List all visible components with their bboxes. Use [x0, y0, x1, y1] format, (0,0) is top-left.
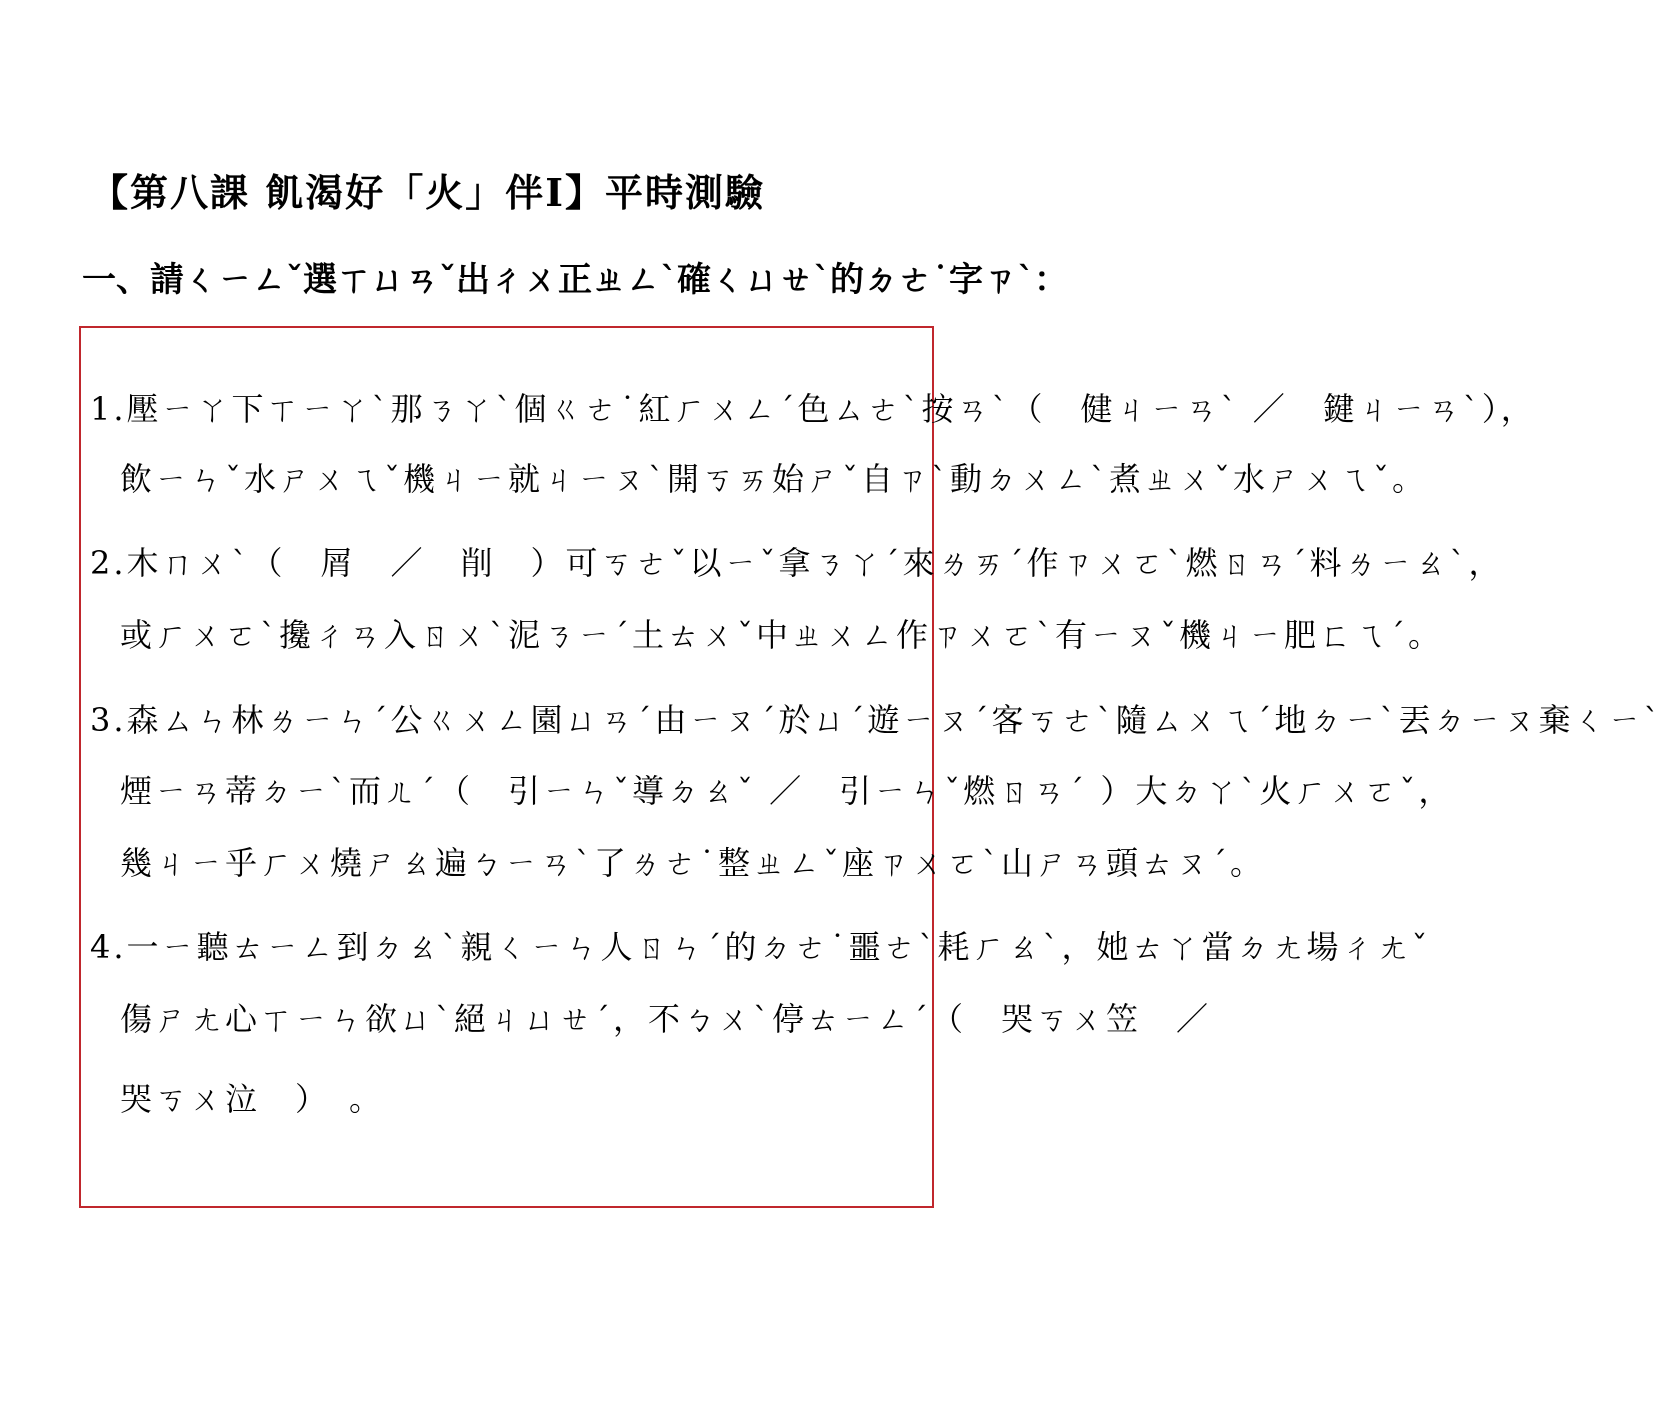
- question-4-line-1: 4.一ㄧ聽ㄊㄧㄥ到ㄉㄠˋ親ㄑㄧㄣ人ㄖㄣˊ的ㄉㄜ˙噩ㄜˋ耗ㄏㄠˋ，她ㄊㄚ當ㄉㄤ場ㄔㄤˇ: [90, 928, 1431, 966]
- question-1-line-2: 飲ㄧㄣˇ水ㄕㄨㄟˇ機ㄐㄧ就ㄐㄧㄡˋ開ㄎㄞ始ㄕˇ自ㄗˋ動ㄉㄨㄥˋ煮ㄓㄨˇ水ㄕㄨㄟˇ。: [120, 460, 1428, 498]
- question-4-line-2[interactable]: 傷ㄕㄤ心ㄒㄧㄣ欲ㄩˋ絕ㄐㄩㄝˊ，不ㄅㄨˋ停ㄊㄧㄥˊ（ 哭ㄎㄨ笠 ／: [120, 1000, 1212, 1038]
- page-title: 【第八課 飢渴好「火」伴Ⅰ】平時測驗: [90, 170, 766, 215]
- question-3-line-2[interactable]: 煙ㄧㄢ蒂ㄉㄧˋ而ㄦˊ（ 引ㄧㄣˇ導ㄉㄠˇ ／ 引ㄧㄣˇ燃ㄖㄢˊ ）大ㄉㄚˋ火ㄏㄨㄛˇ，: [120, 772, 1454, 810]
- question-2-line-1[interactable]: 2.木ㄇㄨˋ（ 屑 ／ 削 ）可ㄎㄜˇ以ㄧˇ拿ㄋㄚˊ來ㄌㄞˊ作ㄗㄨㄛˋ燃ㄖㄢˊ料ㄌㄧㄠˋ，: [90, 544, 1504, 582]
- section-heading: 一、請ㄑㄧㄥˇ選ㄒㄩㄢˇ出ㄔㄨ正ㄓㄥˋ確ㄑㄩㄝˋ的ㄉㄜ˙字ㄗˋ：: [82, 260, 1068, 300]
- question-3-line-1: 3.森ㄙㄣ林ㄌㄧㄣˊ公ㄍㄨㄥ園ㄩㄢˊ由ㄧㄡˊ於ㄩˊ遊ㄧㄡˊ客ㄎㄜˋ隨ㄙㄨㄟˊ地ㄉㄧˋ丟ㄉㄧㄡ棄ㄑㄧˋ: [90, 701, 1663, 739]
- question-4-line-3[interactable]: 哭ㄎㄨ泣 ） 。: [120, 1080, 385, 1118]
- question-1-line-1[interactable]: 1.壓ㄧㄚ下ㄒㄧㄚˋ那ㄋㄚˋ個ㄍㄜ˙紅ㄏㄨㄥˊ色ㄙㄜˋ按ㄢˋ（ 健ㄐㄧㄢˋ ／ 鍵ㄐㄧㄢˋ），: [90, 390, 1536, 428]
- question-2-line-2: 或ㄏㄨㄛˋ攙ㄔㄢ入ㄖㄨˋ泥ㄋㄧˊ土ㄊㄨˇ中ㄓㄨㄥ作ㄗㄨㄛˋ有ㄧㄡˇ機ㄐㄧ肥ㄈㄟˊ。: [120, 616, 1444, 654]
- question-3-line-3: 幾ㄐㄧ乎ㄏㄨ燒ㄕㄠ遍ㄅㄧㄢˋ了ㄌㄜ˙整ㄓㄥˇ座ㄗㄨㄛˋ山ㄕㄢ頭ㄊㄡˊ。: [120, 844, 1266, 882]
